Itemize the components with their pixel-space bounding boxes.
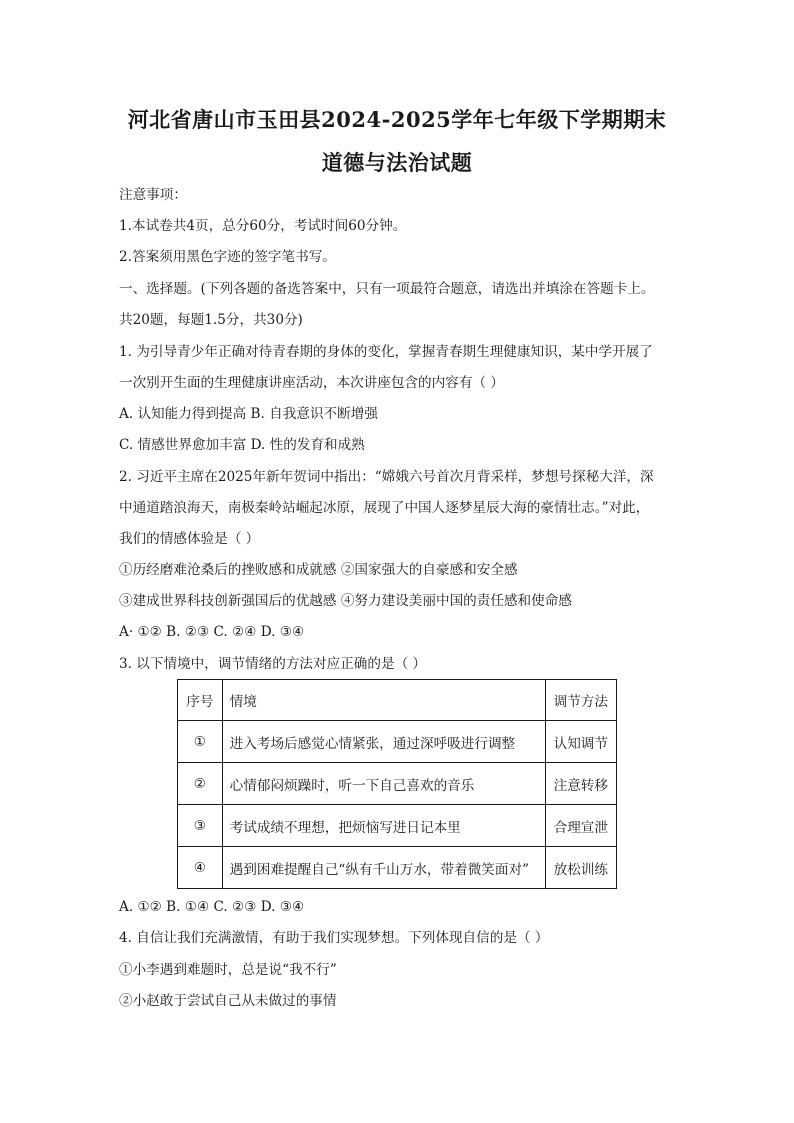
q3-stem: 3. 以下情境中，调节情绪的方法对应正确的是（ ） (119, 656, 427, 672)
q3-options: A. ①② B. ①④ C. ②③ D. ③④ (119, 899, 305, 915)
row-scenario-cell: 心情郁闷烦躁时，听一下自己喜欢的音乐 (222, 763, 545, 805)
q1-options-ab: A. 认知能力得到提高 B. 自我意识不断增强 (119, 406, 378, 422)
row-number-cell: ② (178, 763, 223, 805)
table-row (178, 847, 617, 889)
exam-title: 河北省唐山市玉田县2024-2025学年七年级下学期期末 (127, 107, 667, 132)
row-scenario-cell: 遇到困难提醒自己“纵有千山万水，带着微笑面对” (222, 847, 545, 889)
section-heading-cont: 共20题，每题1.5分，共30分) (119, 312, 303, 328)
row-scenario-cell: 进入考场后感觉心情紧张，通过深呼吸进行调整 (222, 721, 545, 763)
q2-item-row-2: ③建成世界科技创新强国后的优越感 ④努力建设美丽中国的责任感和使命感 (119, 593, 572, 609)
section-heading: 一、选择题。(下列各题的备选答案中，只有一项最符合题意，请选出并填涂在答题卡上。 (119, 281, 655, 297)
row-number-cell: ③ (178, 805, 223, 847)
notice-item-1: 1.本试卷共4页，总分60分，考试时间60分钟。 (119, 218, 407, 234)
q2-options: A· ①② B. ②③ C. ②④ D. ③④ (119, 624, 305, 640)
q2-stem-line-1: 2. 习近平主席在2025年新年贺词中指出：“嫦娥六号首次月背采样，梦想号探秘大洋，深 (119, 469, 654, 485)
row-scenario-cell: 考试成绩不理想，把烦恼写进日记本里 (222, 805, 545, 847)
row-method-cell: 注意转移 (545, 763, 616, 805)
row-number-cell: ④ (178, 847, 223, 889)
table-header-row (178, 680, 617, 721)
table-row (178, 805, 617, 847)
q2-stem-line-3: 我们的情感体验是（ ） (119, 531, 260, 547)
row-number-cell: ① (178, 721, 223, 763)
q2-item-row-1: ①历经磨难沧桑后的挫败感和成就感 ②国家强大的自豪感和安全感 (119, 562, 518, 578)
row-method-cell: 认知调节 (545, 721, 616, 763)
header-cell-number: 序号 (178, 680, 223, 721)
notice-item-2: 2.答案须用黑色字迹的签字笔书写。 (119, 249, 336, 265)
exam-subtitle: 道德与法治试题 (321, 150, 473, 175)
header-cell-scenario: 情境 (222, 680, 545, 721)
q4-stem: 4. 自信让我们充满激情，有助于我们实现梦想。下列体现自信的是（ ） (119, 930, 549, 946)
row-method-cell: 放松训练 (545, 847, 616, 889)
table-row (178, 721, 617, 763)
header-cell-method: 调节方法 (545, 680, 616, 721)
q4-item-1: ①小李遇到难题时，总是说“我不行” (119, 962, 337, 978)
q2-stem-line-2: 中通道踏浪海天，南极秦岭站崛起冰原，展现了中国人逐梦星辰大海的豪情壮志。”对此， (119, 500, 650, 516)
q3-table (177, 679, 617, 889)
table-row (178, 763, 617, 805)
notice-header: 注意事项： (119, 187, 187, 203)
q4-item-2: ②小赵敢于尝试自己从未做过的事情 (119, 993, 337, 1009)
q1-options-cd: C. 情感世界愈加丰富 D. 性的发育和成熟 (119, 437, 365, 453)
q1-stem-line-2: 一次别开生面的生理健康讲座活动，本次讲座包含的内容有（ ） (119, 375, 504, 391)
row-method-cell: 合理宣泄 (545, 805, 616, 847)
q1-stem-line-1: 1. 为引导青少年正确对待青春期的身体的变化，掌握青春期生理健康知识，某中学开展了 (119, 344, 653, 360)
